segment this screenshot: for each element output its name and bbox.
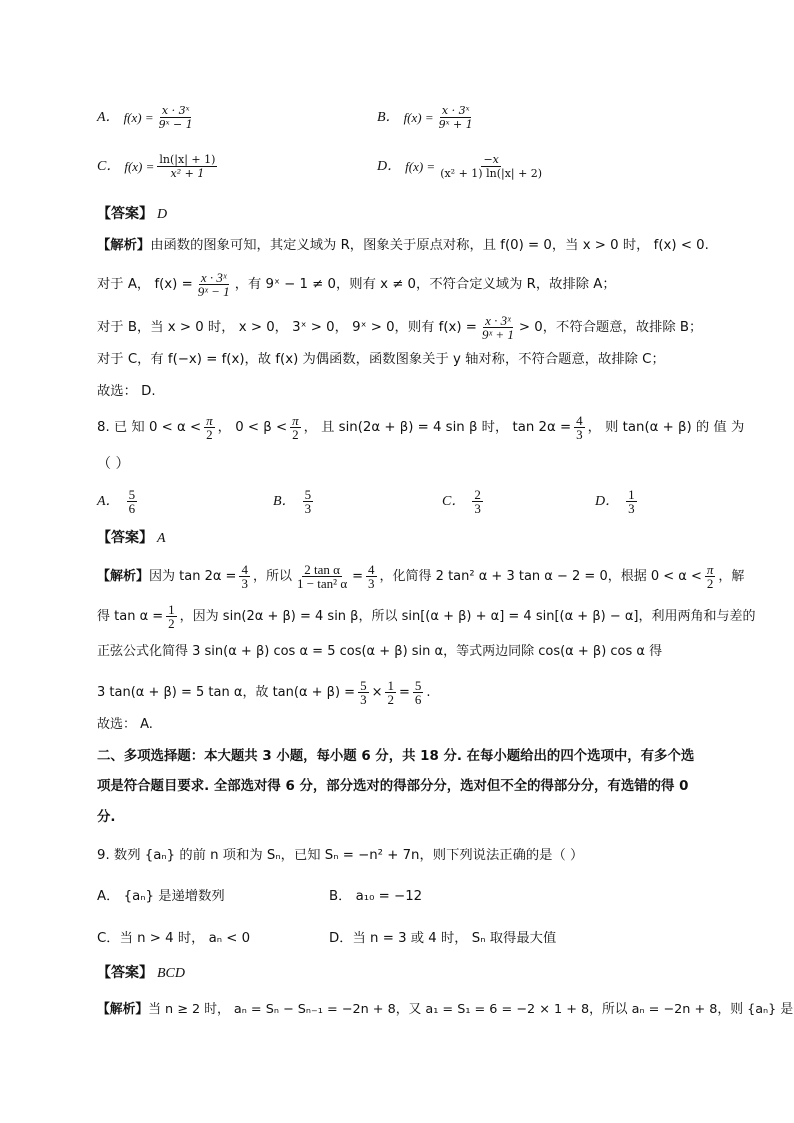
option-label: D． xyxy=(377,158,402,174)
denominator: 2 xyxy=(387,692,394,707)
option-label: C． xyxy=(97,158,121,174)
option-label: B． xyxy=(273,493,296,509)
denominator: 1 − tan² α xyxy=(296,576,348,591)
fraction xyxy=(385,679,396,706)
numerator: −x xyxy=(483,153,499,166)
denominator: 6 xyxy=(414,692,422,707)
analysis-text: 3 tan(α + β) = 5 tan α，故 tan(α + β) = xyxy=(97,684,356,700)
analysis-text: 因为 tan 2α = xyxy=(149,568,237,584)
q8-option-c xyxy=(442,488,486,515)
denominator: 3 xyxy=(360,692,367,707)
q9-analysis-line-1 xyxy=(97,999,794,1021)
q7-conclusion xyxy=(97,381,699,403)
denominator: 3 xyxy=(304,501,312,516)
q7-analysis-line-4 xyxy=(97,349,699,371)
fraction xyxy=(239,563,250,590)
answer-value: BCD xyxy=(157,966,185,981)
q8-options-row xyxy=(97,488,701,515)
q7-answer-row xyxy=(97,203,699,226)
q8-analysis-line-3 xyxy=(97,641,699,663)
numerator: 1 xyxy=(628,487,635,502)
q7-option-b xyxy=(377,104,478,131)
fraction xyxy=(157,104,195,131)
numerator: x · 3ˣ xyxy=(441,104,470,117)
option-label: A． xyxy=(97,109,120,125)
section2-line-1 xyxy=(97,746,699,768)
option-lhs: f(x) = xyxy=(403,109,434,125)
analysis-text: = xyxy=(352,568,364,584)
analysis-text: ，因为 sin(2α + β) = 4 sin β，所以 sin[(α + β) + α] = 4 sin[(α + β) − α]，利用两角和与差的 xyxy=(179,608,756,624)
q9-options-row-2 xyxy=(97,928,699,950)
section-heading: 项是符合题目要求. 全部选对得 6 分，部分选对的得部分分，选对但不全的得部分分，有选错的得 0 xyxy=(97,779,689,794)
analysis-text: 得 tan α = xyxy=(97,608,164,624)
denominator: 9ˣ − 1 xyxy=(158,118,193,131)
fraction xyxy=(358,679,369,706)
fraction xyxy=(157,153,217,180)
q9-option-a: A． {aₙ} 是递增数列 xyxy=(97,889,225,904)
analysis-text: 当 n ≥ 2 时， aₙ = Sₙ − Sₙ₋₁ = −2n + 8，又 a₁ = S₁ = 6 = −2 × 1 + 8，所以 aₙ = −2n + 8，则 {aₙ} 是 xyxy=(148,1002,794,1017)
analysis-text: 由函数的图象可知，其定义域为 R，图象关于原点对称，且 f(0) = 0，当 x > 0 时， f(x) < 0. xyxy=(150,238,709,253)
q9-option-b: B． a₁₀ = −12 xyxy=(329,889,423,904)
option-lhs: f(x) = xyxy=(405,158,436,174)
denominator: 2 xyxy=(206,427,213,442)
denominator: 3 xyxy=(628,501,635,516)
denominator: x² + 1 xyxy=(170,167,205,180)
numerator: x · 3ˣ xyxy=(200,270,227,285)
denominator: 9ˣ + 1 xyxy=(438,118,473,131)
option-lhs: f(x) = xyxy=(123,109,154,125)
fraction xyxy=(472,488,483,515)
denominator: 2 xyxy=(168,616,175,631)
stem-text: ， 且 sin(2α + β) = 4 sin β 时， tan 2α = xyxy=(303,419,572,435)
answer-tag: 【答案】 xyxy=(97,206,153,222)
answer-blank: （ ） xyxy=(97,456,130,472)
analysis-text: 正弦公式化简得 3 sin(α + β) cos α = 5 cos(α + β) sin α，等式两边同除 cos(α + β) cos α 得 xyxy=(97,644,663,659)
denominator: 9ˣ + 1 xyxy=(481,327,514,342)
numerator: 4 xyxy=(241,562,248,577)
analysis-text: ，所以 xyxy=(252,568,292,584)
fraction xyxy=(437,104,475,131)
denominator: 3 xyxy=(241,576,248,591)
q9-stem xyxy=(97,845,699,867)
answer-value: A xyxy=(157,531,166,546)
q9-option-d: D．当 n = 3 或 4 时， Sₙ 取得最大值 xyxy=(329,931,557,946)
section2-line-3 xyxy=(97,807,699,829)
option-label: C． xyxy=(442,493,466,509)
q8-option-a xyxy=(97,488,140,515)
analysis-text: 对于 B，当 x > 0 时， x > 0， 3ˣ > 0， 9ˣ > 0，则有 f(x) = xyxy=(97,319,477,335)
analysis-text: 对于 C，有 f(−x) = f(x)，故 f(x) 为偶函数，函数图象关于 y 轴对称，不符合题意，故排除 C； xyxy=(97,352,665,367)
q7-analysis-line-3 xyxy=(97,314,701,341)
analysis-tag: 【解析】 xyxy=(97,568,150,584)
q8-stem xyxy=(97,413,745,442)
q7-options-row-1 xyxy=(97,104,701,131)
denominator: 2 xyxy=(292,427,299,442)
stem-text: 9. 数列 {aₙ} 的前 n 项和为 Sₙ，已知 Sₙ = −n² + 7n，则下列说法正确的是（ ） xyxy=(97,848,584,863)
fraction xyxy=(290,414,301,441)
fraction xyxy=(303,488,314,515)
numerator: 4 xyxy=(368,562,375,577)
fraction xyxy=(438,153,544,180)
numerator: π xyxy=(706,562,714,577)
fraction xyxy=(413,679,424,706)
q7-option-d xyxy=(377,153,547,180)
denominator: 2 xyxy=(706,576,714,591)
analysis-text: ，解 xyxy=(718,568,745,584)
numerator: x · 3ˣ xyxy=(161,104,190,117)
numerator: 2 tan α xyxy=(304,562,340,577)
q9-option-c: C．当 n > 4 时， aₙ < 0 xyxy=(97,931,251,946)
fraction xyxy=(705,563,716,590)
fraction xyxy=(626,488,637,515)
numerator: 5 xyxy=(128,487,136,502)
q8-analysis-line-2 xyxy=(97,602,756,631)
section-heading: 分. xyxy=(97,810,116,825)
numerator: 5 xyxy=(360,678,367,693)
q8-conclusion xyxy=(97,714,699,736)
q7-analysis-line-1 xyxy=(97,235,709,257)
option-label: B． xyxy=(377,109,400,125)
numerator: 5 xyxy=(304,487,312,502)
fraction xyxy=(480,314,516,341)
stem-text: ， 0 < β < xyxy=(217,419,288,435)
analysis-text: ，化简得 2 tan² α + 3 tan α − 2 = 0，根据 0 < α < xyxy=(379,568,702,584)
section2-line-2 xyxy=(97,776,699,798)
fraction xyxy=(166,603,177,630)
q8-analysis-line-1 xyxy=(97,562,745,591)
denominator: 3 xyxy=(368,576,375,591)
conclusion-text: 故选： A. xyxy=(97,717,153,732)
answer-value: D xyxy=(157,207,168,222)
denominator: (x² + 1) ln(|x| + 2) xyxy=(440,167,543,180)
section-heading: 二、多项选择题：本大题共 3 小题，每小题 6 分，共 18 分. 在每小题给出的四个选项中，有多个选 xyxy=(97,749,695,764)
fraction xyxy=(196,271,232,298)
analysis-text: . xyxy=(426,684,431,700)
denominator: 9ˣ − 1 xyxy=(197,284,230,299)
analysis-tag: 【解析】 xyxy=(97,238,151,253)
q8-answer-row xyxy=(97,527,699,550)
numerator: π xyxy=(292,413,299,428)
numerator: 5 xyxy=(414,678,422,693)
numerator: ln(|x| + 1) xyxy=(159,153,216,166)
numerator: x · 3ˣ xyxy=(485,313,511,328)
analysis-text: 对于 A， f(x) = xyxy=(97,276,193,292)
answer-tag: 【答案】 xyxy=(97,530,153,546)
numerator: 1 xyxy=(168,602,175,617)
answer-tag: 【答案】 xyxy=(97,965,153,981)
fraction xyxy=(574,414,585,441)
q9-options-row-1 xyxy=(97,886,699,908)
denominator: 3 xyxy=(474,501,481,516)
q7-option-a xyxy=(97,104,198,131)
denominator: 3 xyxy=(576,427,583,442)
analysis-tag: 【解析】 xyxy=(97,1002,149,1017)
q7-options-row-2 xyxy=(97,153,701,180)
analysis-text: ，有 9ˣ − 1 ≠ 0，则有 x ≠ 0，不符合定义域为 R，故排除 A； xyxy=(234,276,616,292)
analysis-text: > 0，不符合题意，故排除 B； xyxy=(518,319,703,335)
q8-analysis-line-4 xyxy=(97,679,701,706)
q8-paren xyxy=(97,453,699,475)
numerator: 1 xyxy=(387,678,394,693)
stem-text: 8. 已 知 0 < α < xyxy=(97,419,202,435)
fraction xyxy=(295,563,349,590)
stem-text: ， 则 tan(α + β) 的 值 为 xyxy=(587,419,745,435)
q7-analysis-line-2 xyxy=(97,271,701,298)
fraction xyxy=(366,563,377,590)
analysis-text: × xyxy=(371,684,383,700)
option-lhs: f(x) = xyxy=(124,158,155,174)
fraction xyxy=(204,414,215,441)
conclusion-text: 故选： D. xyxy=(97,384,156,399)
fraction xyxy=(127,488,138,515)
q9-answer-row xyxy=(97,962,699,985)
option-label: D． xyxy=(595,493,620,509)
q7-option-c xyxy=(97,153,220,180)
denominator: 6 xyxy=(128,501,136,516)
numerator: 2 xyxy=(474,487,481,502)
numerator: 4 xyxy=(576,413,583,428)
numerator: π xyxy=(206,413,213,428)
option-label: A． xyxy=(97,493,120,509)
q8-option-d xyxy=(595,488,640,515)
analysis-text: = xyxy=(398,684,410,700)
q8-option-b xyxy=(273,488,316,515)
